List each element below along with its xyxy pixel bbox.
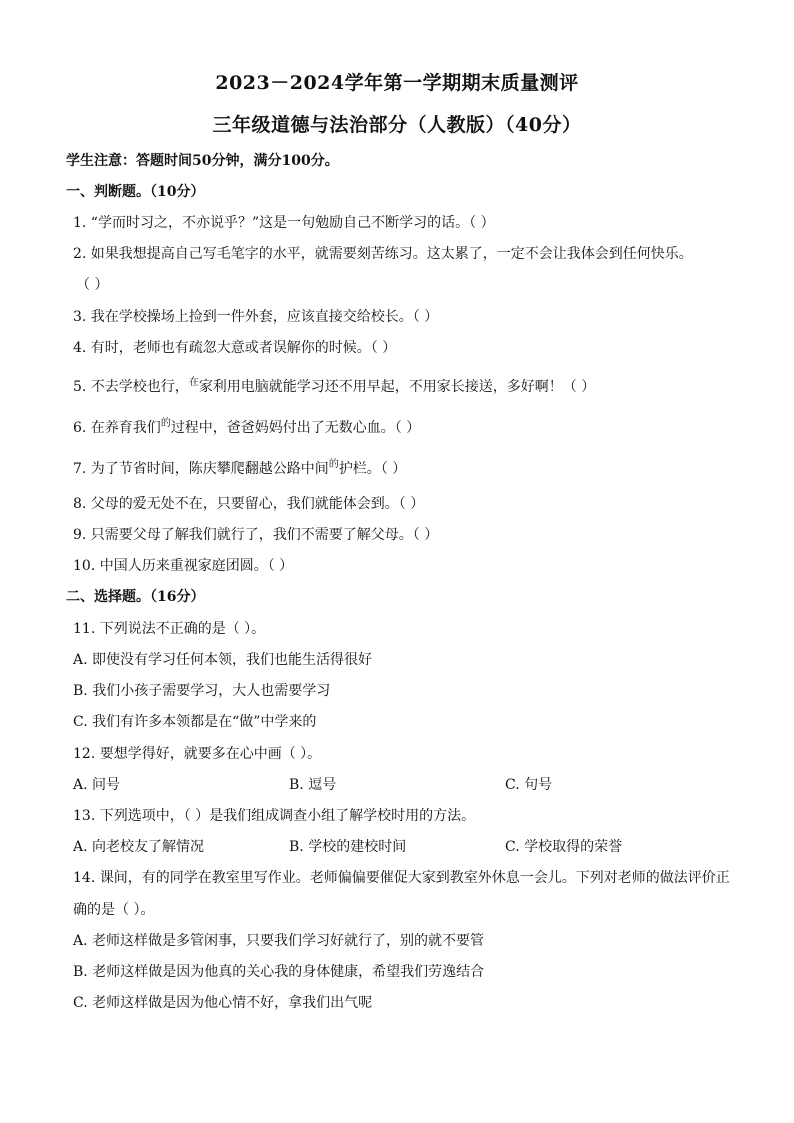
question-12-option-a: A. 问号 bbox=[73, 777, 121, 793]
question-14-option-c: C. 老师这样做是因为他心情不好，拿我们出气呢 bbox=[73, 995, 373, 1011]
question-11-option-c: C. 我们有许多本领都是在“做”中学来的 bbox=[73, 714, 317, 730]
question-14-stem-line2: 确的是（ ）。 bbox=[73, 902, 155, 918]
judgement-item-9: 9. 只需要父母了解我们就行了，我们不需要了解父母。（ ） bbox=[73, 527, 439, 543]
question-12-stem: 12. 要想学得好，就要多在心中画（ ）。 bbox=[73, 746, 322, 762]
judgement-item-6-part2: 过程中，爸爸妈妈付出了无数心血。（ ） bbox=[170, 420, 421, 436]
judgement-item-5-part2: 家利用电脑就能学习还不用早起，不用家长接送，多好啊！（ ） bbox=[198, 379, 596, 395]
page-title: 2023－2024学年第一学期期末质量测评 bbox=[215, 72, 579, 94]
judgement-item-4: 4. 有时，老师也有疏忽大意或者误解你的时候。（ ） bbox=[73, 340, 397, 356]
judgement-item-5-part1: 5. 不去学校也行， bbox=[73, 379, 189, 395]
judgement-item-2-blank: （ ） bbox=[76, 277, 109, 293]
judgement-item-6-sup: 的 bbox=[160, 418, 171, 429]
judgement-item-8: 8. 父母的爱无处不在，只要留心，我们就能体会到。（ ） bbox=[73, 496, 425, 512]
question-11-option-a: A. 即使没有学习任何本领，我们也能生活得很好 bbox=[73, 652, 373, 668]
student-notice: 学生注意：答题时间50分钟，满分100分。 bbox=[66, 153, 339, 169]
question-13-option-a: A. 向老校友了解情况 bbox=[73, 839, 205, 855]
question-14-option-a: A. 老师这样做是多管闲事，只要我们学习好就行了，别的就不要管 bbox=[73, 933, 485, 949]
judgement-item-7-part1: 7. 为了节省时间，陈庆攀爬翻越公路中间 bbox=[73, 461, 329, 477]
question-13-option-b: B. 学校的建校时间 bbox=[289, 839, 407, 855]
judgement-item-3: 3. 我在学校操场上捡到一件外套，应该直接交给校长。（ ） bbox=[73, 309, 439, 325]
section-heading-judgement: 一、判断题。（10分） bbox=[66, 184, 205, 200]
question-12-option-c: C. 句号 bbox=[505, 777, 553, 793]
judgement-item-7-part2: 护栏。（ ） bbox=[338, 461, 407, 477]
question-11-stem: 11. 下列说法不正确的是（ ）。 bbox=[73, 621, 266, 637]
question-13-option-c: C. 学校取得的荣誉 bbox=[505, 839, 623, 855]
question-12-option-b: B. 逗号 bbox=[289, 777, 337, 793]
question-14-stem-line1: 14. 课间，有的同学在教室里写作业。老师偏偏要催促大家到教室外休息一会儿。下列对老师的做法评价正 bbox=[73, 870, 730, 886]
judgement-item-6-part1: 6. 在养育我们 bbox=[73, 420, 161, 436]
judgement-item-1: 1. “学而时习之，不亦说乎？”这是一句勉励自己不断学习的话。（ ） bbox=[73, 215, 495, 231]
question-11-option-b: B. 我们小孩子需要学习，大人也需要学习 bbox=[73, 683, 331, 699]
judgement-item-7-sup: 的 bbox=[328, 459, 339, 470]
judgement-item-7 bbox=[73, 460, 406, 480]
judgement-item-10: 10. 中国人历来重视家庭团圆。（ ） bbox=[73, 558, 294, 574]
section-heading-choice: 二、选择题。（16分） bbox=[66, 589, 205, 605]
question-14-option-b: B. 老师这样做是因为他真的关心我的身体健康，希望我们劳逸结合 bbox=[73, 964, 485, 980]
judgement-item-5-sup: 在 bbox=[188, 377, 199, 388]
page-subtitle: 三年级道德与法治部分（人教版）（40分） bbox=[212, 114, 582, 136]
judgement-item-5 bbox=[73, 378, 595, 398]
judgement-item-6 bbox=[73, 419, 420, 439]
question-13-stem: 13. 下列选项中，（ ）是我们组成调查小组了解学校时用的方法。 bbox=[73, 808, 476, 824]
judgement-item-2: 2. 如果我想提高自己写毛笔字的水平，就需要刻苦练习。这太累了，一定不会让我体会到任何快乐。 bbox=[73, 246, 693, 262]
